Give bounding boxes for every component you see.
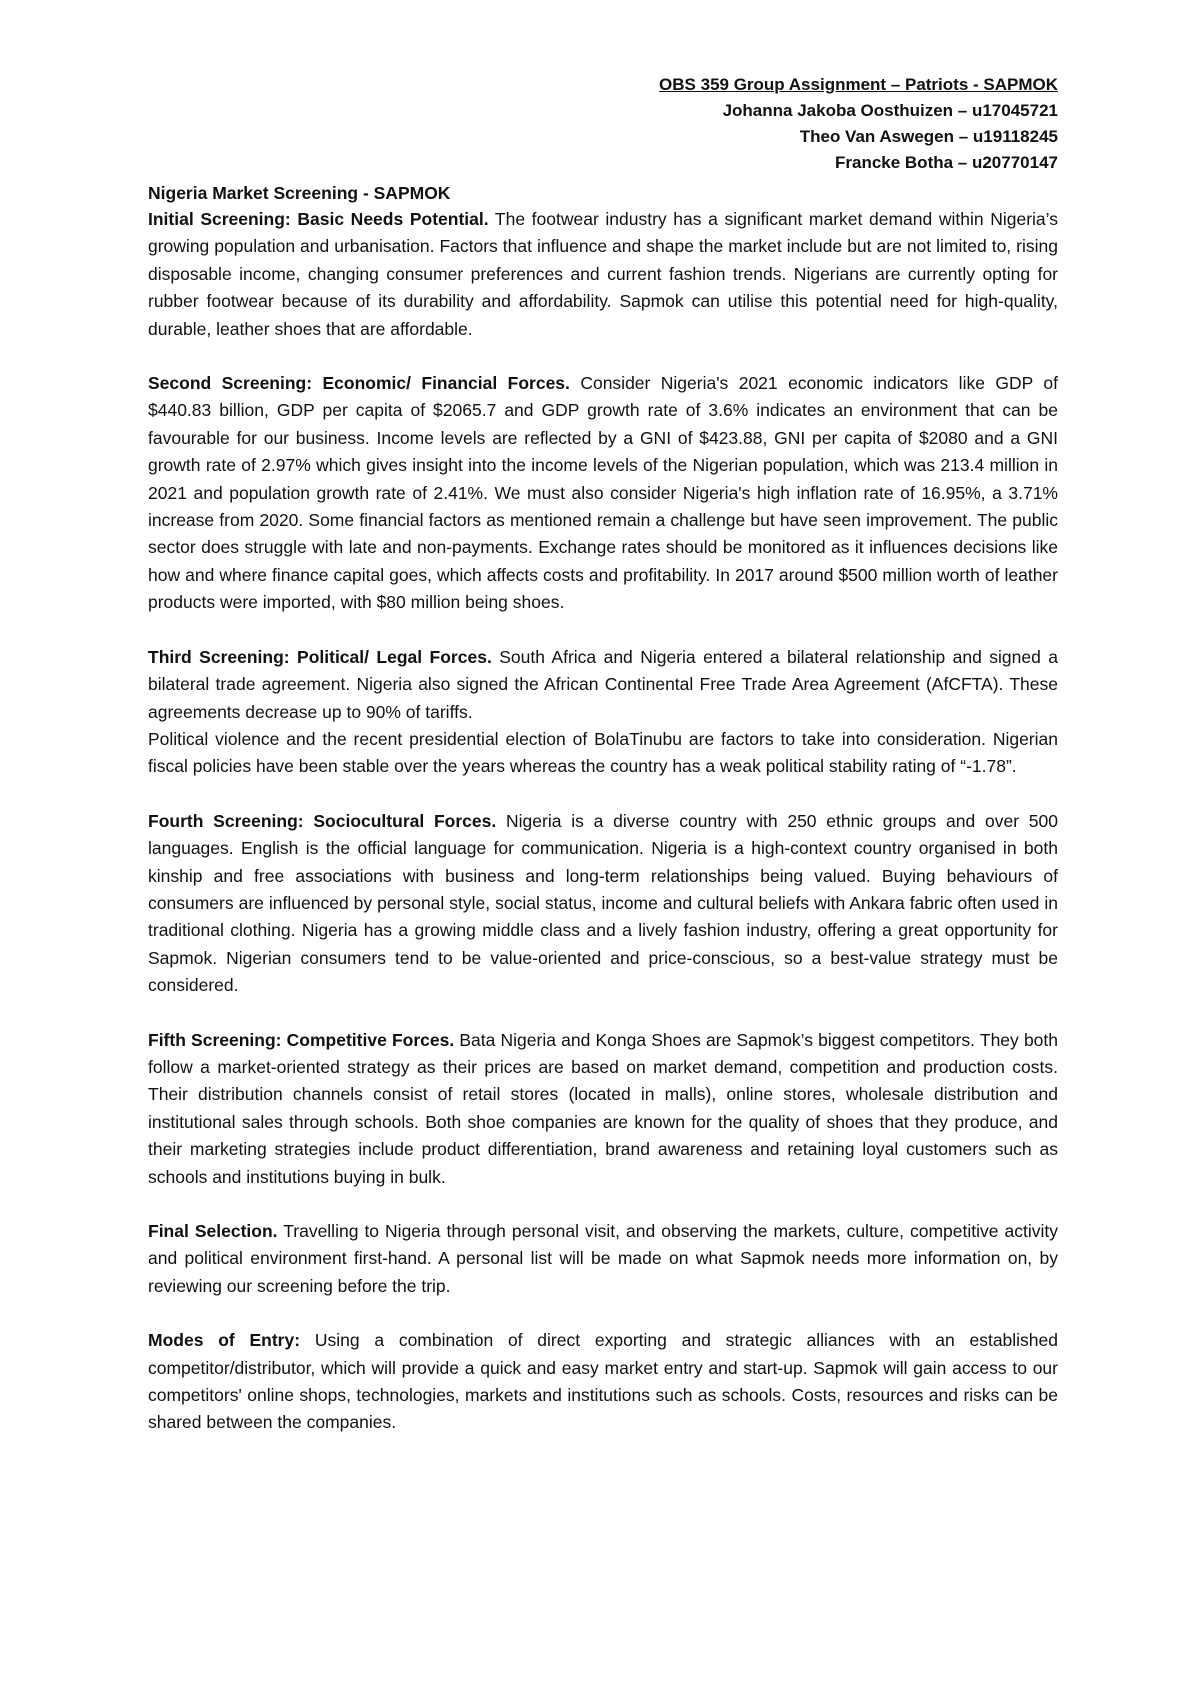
section-heading: Modes of Entry: xyxy=(148,1330,301,1351)
section-body: Using a combination of direct exporting and strategic alliances with an established competitor/distributor, which will provide a quick and easy market entry and start-up. Sapmok will gain access to our competitors' online shops, technologies, markets and institutions such as schools. Costs, resources and risks can be shared between the companies. xyxy=(148,1330,1059,1433)
section-second-screening xyxy=(148,370,1058,617)
section-body: Bata Nigeria and Konga Shoes are Sapmok’s biggest competitors. They both follow a market-oriented strategy as their prices are based on market demand, competition and production costs. Their distribution channels consist of retail stores (located in malls), online stores, wholesale distribution and institutional sales through schools. Both shoe companies are known for the quality of shoes that they produce, and their marketing strategies include product differentiation, brand awareness and retaining loyal customers such as schools and institutions buying in bulk. xyxy=(148,1029,1059,1187)
section-body: Political violence and the recent presidential election of BolaTinubu are factors to take into consideration. Nigerian fiscal policies have been stable over the years whereas the country has a weak political stability rating of “-1.78”. xyxy=(148,728,1058,777)
section-heading: Fifth Screening: Competitive Forces. xyxy=(148,1029,455,1050)
document-page xyxy=(148,72,1058,1464)
section-body: Consider Nigeria's 2021 economic indicators like GDP of $440.83 billion, GDP per capita of $2065.7 and GDP growth rate of 3.6% indicates an environment that can be favourable for our business. Income levels are reflected by a GNI of $423.88, GNI per capita of $2080 and a GNI growth rate of 2.97% which gives insight into the income levels of the Nigerian population, which was 213.4 million in 2021 and population growth rate of 2.41%. We must also consider Nigeria's high inflation rate of 16.95%, a 3.71% increase from 2020. Some financial factors as mentioned remain a challenge but have seen improvement. The public sector does struggle with late and non-payments. Exchange rates should be monitored as it influences decisions like how and where finance capital goes, which affects costs and profitability. In 2017 around $500 million worth of leather products were imported, with $80 million being shoes. xyxy=(148,373,1058,613)
section-heading: Second Screening: Economic/ Financial Forces. xyxy=(148,373,570,394)
author-line: Theo Van Aswegen – u19118245 xyxy=(799,127,1058,146)
section-body: Travelling to Nigeria through personal visit, and observing the markets, culture, competitive activity and political environment first-hand. A personal list will be made on what Sapmok needs more information on, by reviewing our screening before the trip. xyxy=(148,1221,1058,1296)
section-fourth-screening xyxy=(148,808,1058,1000)
section-heading: Final Selection. xyxy=(148,1221,278,1241)
section-modes-of-entry xyxy=(148,1327,1058,1437)
section-third-screening xyxy=(148,644,1058,781)
section-final-selection xyxy=(148,1218,1058,1300)
author-line: Johanna Jakoba Oosthuizen – u17045721 xyxy=(722,101,1058,120)
author-line: Francke Botha – u20770147 xyxy=(834,153,1058,172)
section-heading: Initial Screening: Basic Needs Potential. xyxy=(148,209,489,229)
document-title: Nigeria Market Screening - SAPMOK xyxy=(148,183,451,203)
document-header xyxy=(148,72,1058,176)
section-fifth-screening xyxy=(148,1027,1058,1191)
section-body: The footwear industry has a significant market demand within Nigeria’s growing population and urbanisation. Factors that influence and shape the market include but are not limited to, rising disposable income, changing consumer preferences and current fashion trends. Nigerians are currently opting for rubber footwear because of its durability and affordability. Sapmok can utilise this potential need for high-quality, durable, leather shoes that are affordable. xyxy=(148,209,1058,339)
section-body: South Africa and Nigeria entered a bilateral relationship and signed a bilateral trade agreement. Nigeria also signed the African Continental Free Trade Area Agreement (AfCFTA). These agreements decrease up to 90% of tariffs. xyxy=(148,646,1058,722)
section-heading: Fourth Screening: Sociocultural Forces. xyxy=(148,810,497,831)
section-heading: Third Screening: Political/ Legal Forces. xyxy=(148,646,492,667)
section-body: Nigeria is a diverse country with 250 ethnic groups and over 500 languages. English is the official language for communication. Nigeria is a high-context country organised in both kinship and free associations with business and long-term relationships being valued. Buying behaviours of consumers are influenced by personal style, social status, income and cultural beliefs with Ankara fabric often used in traditional clothing. Nigeria has a growing middle class and a lively fashion industry, offering a great opportunity for Sapmok. Nigerian consumers tend to be value-oriented and price-conscious, so a best-value strategy must be considered. xyxy=(148,810,1059,996)
course-title: OBS 359 Group Assignment – Patriots - SAPMOK xyxy=(659,75,1058,94)
section-initial-screening xyxy=(148,206,1058,343)
